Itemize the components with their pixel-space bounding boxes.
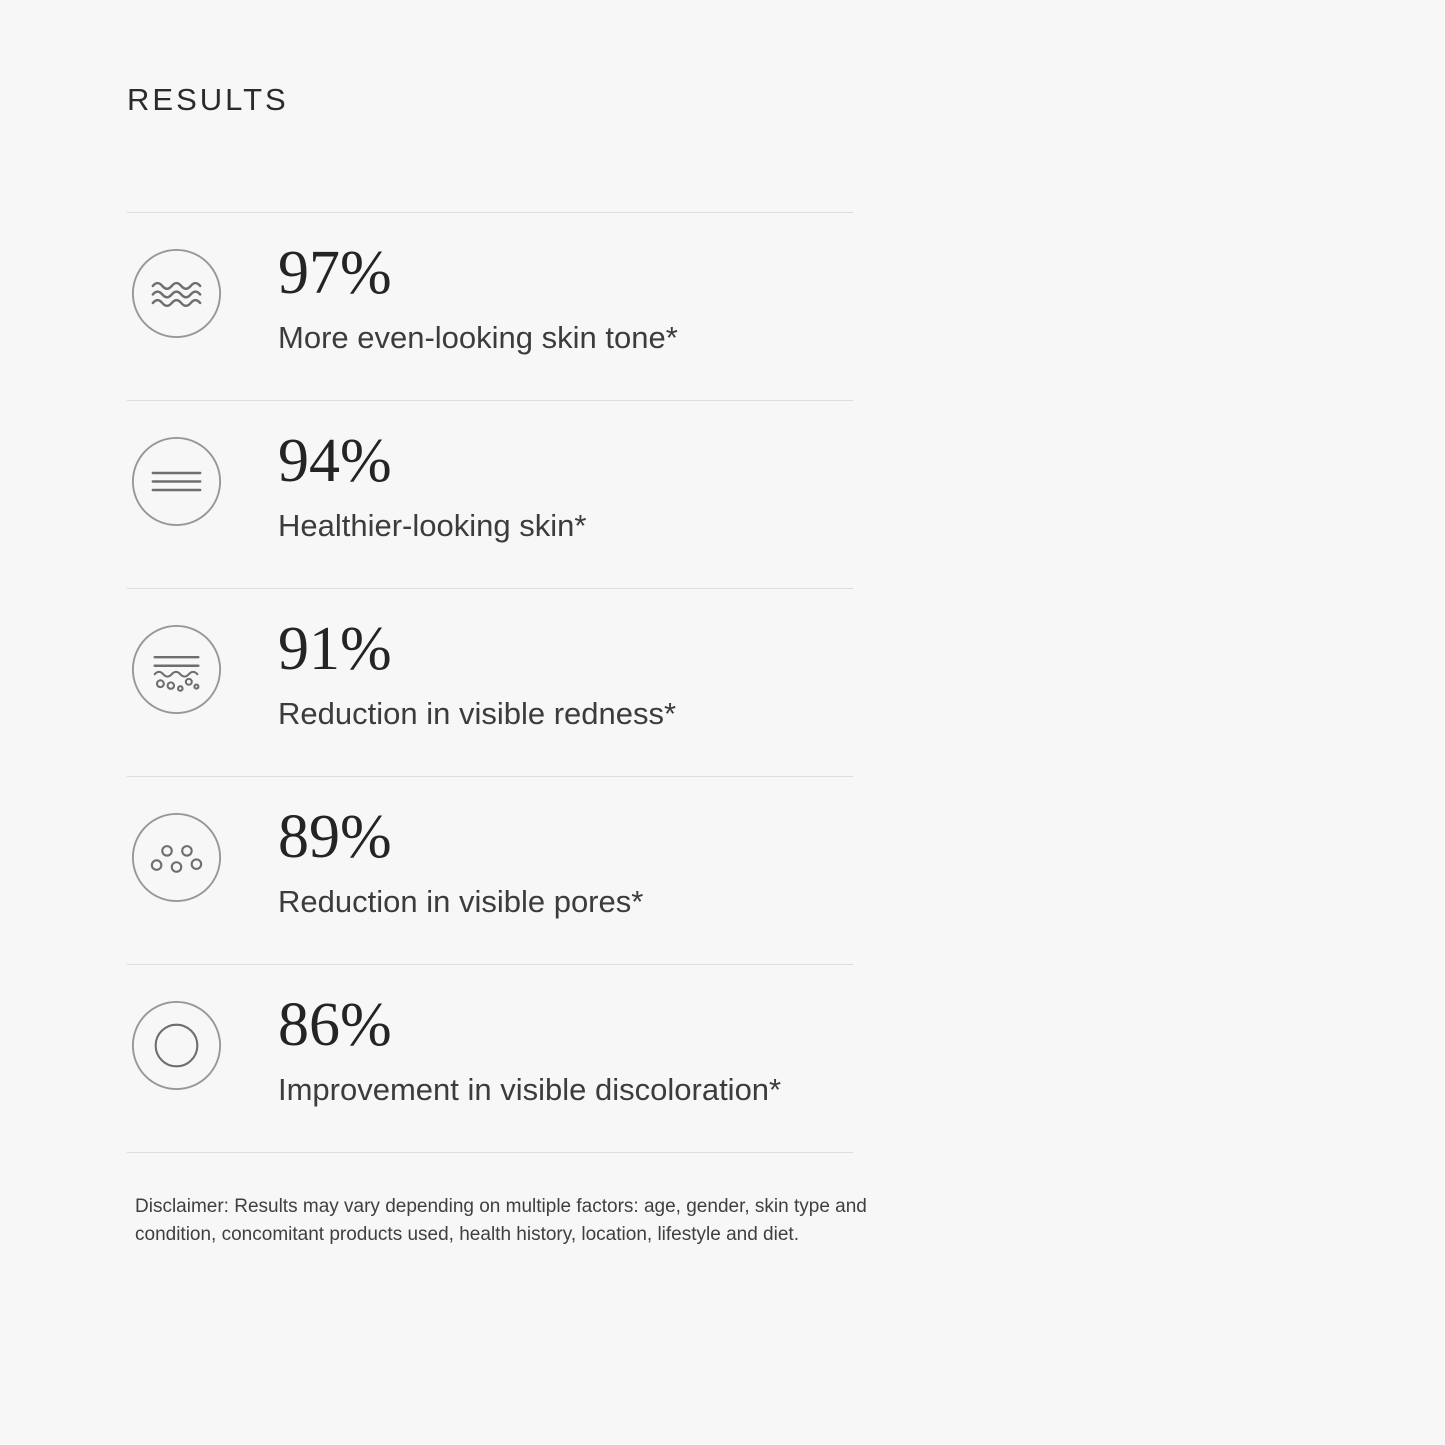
result-percentage: 89%: [278, 803, 392, 871]
result-text: [278, 803, 644, 921]
skin-layers-lines-icon: [131, 436, 222, 527]
disclaimer-text: Disclaimer: Results may vary depending on multiple factors: age, gender, skin type and condition, concomitant products used, health history, location, lifestyle and diet.: [135, 1196, 867, 1245]
result-row-redness: [127, 588, 853, 776]
discoloration-spot-icon: [131, 1000, 222, 1091]
result-percentage: 94%: [278, 427, 392, 495]
result-text: [278, 991, 782, 1109]
redness-under-skin-icon: [131, 624, 222, 715]
result-percentage: 97%: [278, 239, 392, 307]
result-label: Reduction in visible redness*: [278, 696, 677, 731]
result-label: Improvement in visible discoloration*: [278, 1072, 782, 1107]
result-percentage: 91%: [278, 615, 392, 683]
result-label: Healthier-looking skin*: [278, 508, 587, 543]
result-label: Reduction in visible pores*: [278, 884, 644, 919]
result-text: [278, 427, 587, 545]
result-row-even-skin-tone: [127, 212, 853, 400]
result-row-healthier-skin: [127, 400, 853, 588]
result-text: [278, 615, 677, 733]
result-text: [278, 239, 678, 357]
result-row-pores: [127, 776, 853, 964]
result-label: More even-looking skin tone*: [278, 320, 678, 355]
result-percentage: 86%: [278, 991, 392, 1059]
result-row-discoloration: [127, 964, 853, 1152]
section-title: RESULTS: [127, 82, 289, 117]
skin-tone-waves-icon: [131, 248, 222, 339]
results-list: [127, 212, 853, 1153]
pores-dots-icon: [131, 812, 222, 903]
